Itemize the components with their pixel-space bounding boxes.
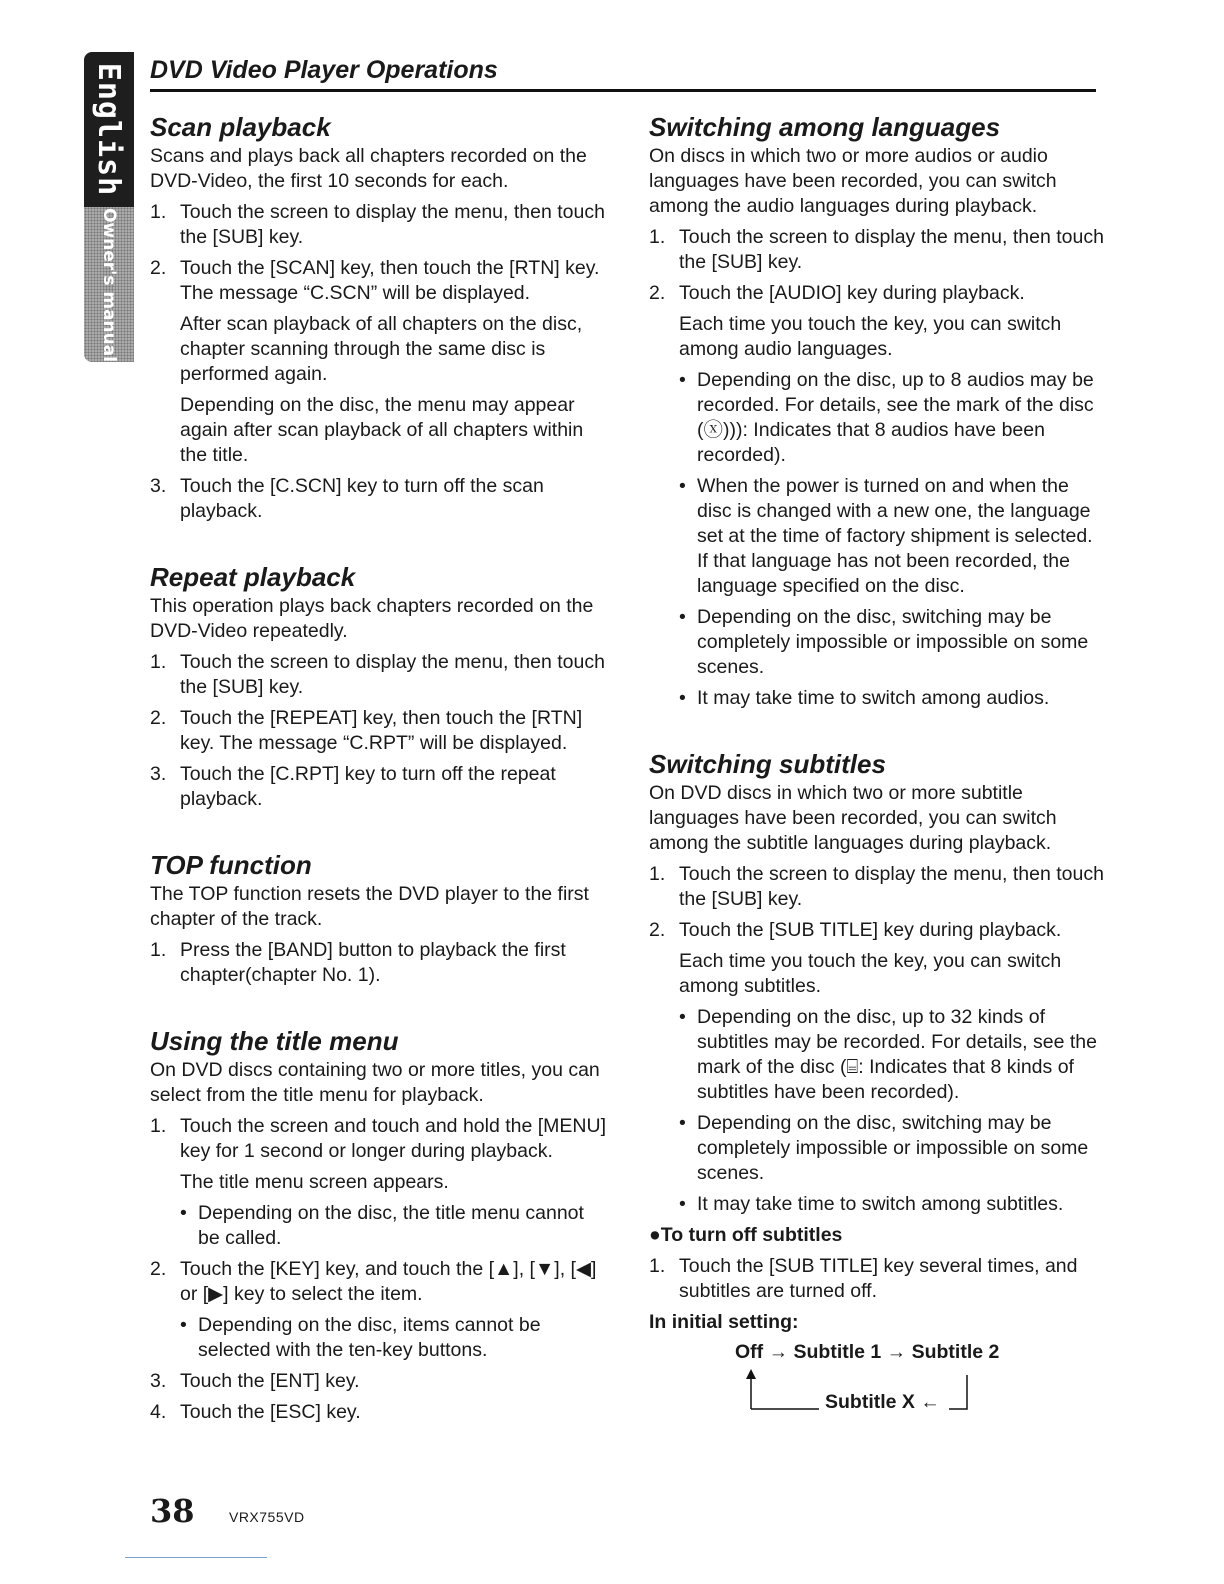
step-note: After scan playback of all chapters on the disc, chapter scanning through the same disc is performed again. — [180, 313, 583, 385]
bullet-item: • When the power is turned on and when the disc is changed with a new one, the language set at the time of factory shipment is selected. If that language has not been recorded, the language specified on the disc. — [679, 474, 1104, 599]
cycle-row-top: Off → Subtitle 1 → Subtitle 2 — [735, 1341, 1000, 1363]
step-number: 4. — [150, 1401, 167, 1423]
step-number: 1. — [649, 1255, 666, 1277]
step-number: 1. — [649, 863, 666, 885]
step-number: 2. — [649, 282, 666, 304]
step-number: 2. — [150, 707, 167, 729]
section-heading: Scan playback — [150, 112, 331, 142]
section-intro: This operation plays back chapters recorded on the DVD-Video repeatedly. — [150, 595, 594, 642]
step-item — [150, 1400, 610, 1425]
step-item — [150, 474, 610, 524]
step-text: Touch the [KEY] key, and touch the [▲], [▼], [◀] or [▶] key to select the item. — [180, 1258, 597, 1305]
step-text: Touch the screen and touch and hold the [MENU] key for 1 second or longer during playback. — [180, 1115, 607, 1162]
bullet-list — [180, 1201, 610, 1251]
bullet-item: • Depending on the disc, switching may be completely impossible or impossible on some scenes. — [679, 1111, 1104, 1186]
section-switching-languages — [649, 110, 1104, 711]
turn-off-subtitles-heading: ●To turn off subtitles — [649, 1224, 843, 1246]
model-number: VRX755VD — [228, 1509, 305, 1525]
page-footer — [150, 1492, 305, 1530]
step-item — [150, 938, 610, 988]
bullet-item: • It may take time to switch among audios. — [679, 686, 1104, 711]
section-top-function — [150, 848, 610, 988]
bullet-item: • Depending on the disc, up to 8 audios may be recorded. For details, see the mark of the disc (ⓧ))): Indicates that 8 audios have been recorded). — [679, 368, 1104, 468]
step-number: 2. — [150, 1258, 167, 1280]
step-number: 3. — [150, 763, 167, 785]
step-text: Touch the screen to display the menu, then touch the [SUB] key. — [180, 201, 605, 248]
section-heading: Using the title menu — [150, 1026, 399, 1056]
step-list — [649, 1254, 1104, 1304]
step-text: Touch the [SCAN] key, then touch the [RTN] key. The message “C.SCN” will be displayed. — [180, 257, 600, 304]
step-number: 3. — [150, 1370, 167, 1392]
step-item — [150, 650, 610, 700]
initial-setting-heading: In initial setting: — [649, 1311, 799, 1333]
bullet-item: • Depending on the disc, switching may be completely impossible or impossible on some scenes. — [679, 605, 1104, 680]
step-item — [150, 1114, 610, 1251]
step-item — [150, 706, 610, 756]
step-list — [150, 200, 610, 524]
owners-manual-label: Owner's manual — [99, 207, 120, 362]
bullet-item: • Depending on the disc, items cannot be selected with the ten-key buttons. — [180, 1313, 610, 1363]
section-repeat-playback — [150, 560, 610, 812]
page-number: 38 — [150, 1492, 195, 1530]
owners-manual-tab — [84, 207, 134, 362]
step-number: 1. — [150, 651, 167, 673]
subtitle-cycle-diagram — [649, 1341, 1104, 1421]
language-label: English — [91, 62, 127, 197]
step-item — [649, 225, 1104, 275]
step-text: Touch the [ESC] key. — [180, 1401, 361, 1423]
language-tab — [84, 52, 134, 207]
step-text: Touch the screen to display the menu, then touch the [SUB] key. — [180, 651, 605, 698]
section-scan-playback — [150, 110, 610, 524]
bullet-list — [679, 368, 1104, 711]
section-intro: On DVD discs containing two or more titles, you can select from the title menu for playback. — [150, 1059, 600, 1106]
step-note: Depending on the disc, the menu may appear again after scan playback of all chapters within the title. — [180, 394, 584, 466]
bullet-item: • Depending on the disc, up to 32 kinds of subtitles may be recorded. For details, see the mark of the disc (⌸: Indicates that 8 kinds of subtitles have been recorded). — [679, 1005, 1104, 1105]
step-number: 1. — [150, 1115, 167, 1137]
right-column — [649, 110, 1104, 1457]
section-heading: Repeat playback — [150, 562, 356, 592]
side-tab — [84, 52, 134, 362]
left-column — [150, 110, 610, 1461]
section-switching-subtitles — [649, 747, 1104, 1421]
bullet-list — [679, 1005, 1104, 1217]
section-intro: On discs in which two or more audios or audio languages have been recorded, you can switch among the audio languages during playback. — [649, 145, 1057, 217]
step-item — [150, 1257, 610, 1363]
step-number: 2. — [649, 919, 666, 941]
step-note: Each time you touch the key, you can switch among audio languages. — [679, 313, 1062, 360]
step-item — [649, 281, 1104, 711]
page-title: DVD Video Player Operations — [150, 56, 498, 84]
bullet-item: • Depending on the disc, the title menu cannot be called. — [180, 1201, 610, 1251]
step-text: Touch the [C.RPT] key to turn off the repeat playback. — [180, 763, 556, 810]
step-note: The title menu screen appears. — [180, 1171, 449, 1193]
step-text: Touch the [SUB TITLE] key during playback. — [679, 919, 1062, 941]
section-heading: Switching among languages — [649, 112, 1001, 142]
step-item — [150, 1369, 610, 1394]
step-list — [150, 938, 610, 988]
step-note: Each time you touch the key, you can switch among subtitles. — [679, 950, 1062, 997]
step-text: Touch the screen to display the menu, then touch the [SUB] key. — [679, 226, 1104, 273]
section-intro: Scans and plays back all chapters recorded on the DVD-Video, the first 10 seconds for each. — [150, 145, 587, 192]
step-item — [649, 862, 1104, 912]
step-text: Touch the [AUDIO] key during playback. — [679, 282, 1025, 304]
step-text: Touch the [C.SCN] key to turn off the scan playback. — [180, 475, 544, 522]
step-number: 2. — [150, 257, 167, 279]
step-item — [150, 762, 610, 812]
step-number: 1. — [150, 201, 167, 223]
section-intro: On DVD discs in which two or more subtitle languages have been recorded, you can switch among the subtitle languages during playback. — [649, 782, 1057, 854]
step-list — [649, 862, 1104, 1217]
footer-divider — [125, 1557, 267, 1558]
step-list — [150, 650, 610, 812]
step-list — [649, 225, 1104, 711]
bullet-item: • It may take time to switch among subtitles. — [679, 1192, 1104, 1217]
step-item — [649, 918, 1104, 1217]
step-number: 3. — [150, 475, 167, 497]
step-text: Touch the screen to display the menu, then touch the [SUB] key. — [679, 863, 1104, 910]
cycle-row-bottom: Subtitle X ← — [825, 1391, 940, 1413]
step-text: Touch the [ENT] key. — [180, 1370, 360, 1392]
step-text: Touch the [REPEAT] key, then touch the [RTN] key. The message “C.RPT” will be displayed. — [180, 707, 583, 754]
section-title-menu — [150, 1024, 610, 1425]
section-heading: TOP function — [150, 850, 312, 880]
step-text: Touch the [SUB TITLE] key several times, and subtitles are turned off. — [679, 1255, 1078, 1302]
step-item — [150, 256, 610, 468]
section-intro: The TOP function resets the DVD player to the first chapter of the track. — [150, 883, 589, 930]
step-item — [649, 1254, 1104, 1304]
bullet-list — [180, 1313, 610, 1363]
step-list — [150, 1114, 610, 1425]
page-header — [150, 56, 1096, 92]
step-number: 1. — [649, 226, 666, 248]
step-text: Press the [BAND] button to playback the first chapter(chapter No. 1). — [180, 939, 566, 986]
section-heading: Switching subtitles — [649, 749, 886, 779]
step-item — [150, 200, 610, 250]
step-number: 1. — [150, 939, 167, 961]
